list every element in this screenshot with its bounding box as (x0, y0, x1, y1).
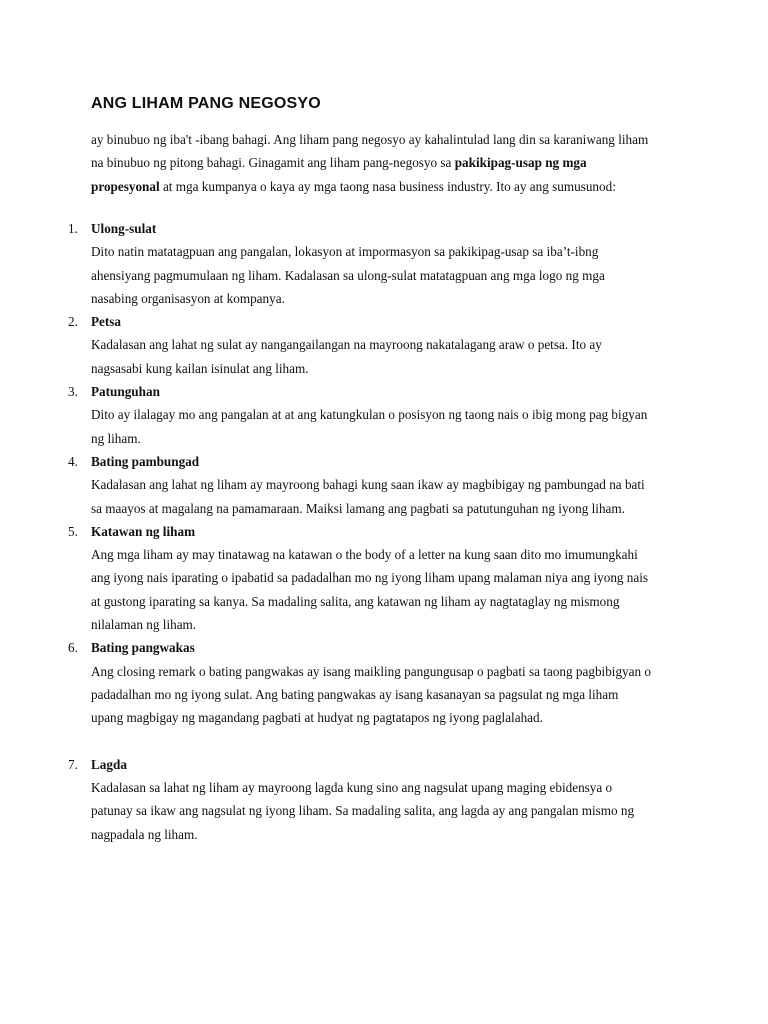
item-heading: Katawan ng liham (91, 523, 196, 539)
intro-emphasis-2: propesyonal (91, 178, 160, 194)
list-item-patunguhan (0, 380, 768, 450)
intro-text-3: at mga kumpanya o kaya ay mga taong nasa business industry. Ito ay ang sumusunod: (159, 178, 616, 194)
intro-line-3 (91, 175, 691, 198)
item-text-line: sa maayos at magalang na pamamaraan. Maiksi lamang ang pagbati sa patutunguhan ng iyong liham. (91, 500, 625, 516)
item-number: 6. (68, 640, 78, 656)
item-number: 3. (68, 384, 78, 400)
item-number: 2. (68, 314, 78, 330)
item-number: 5. (68, 523, 78, 539)
item-heading: Petsa (91, 314, 122, 330)
intro-paragraph (91, 128, 691, 198)
list-item-lagda (0, 753, 768, 846)
parts-list (0, 217, 768, 846)
intro-text-2: na binubuo ng pitong bahagi. Ginagamit ang liham pang-negosyo sa (91, 155, 455, 171)
item-text-line: at gustong iparating sa kanya. Sa madaling salita, ang katawan ng liham ay nagtataglay ng mismong (91, 593, 620, 609)
item-text-line: upang magbigay ng magandang pagbati at hudyat ng pagtatapos ng iyong paglalahad. (91, 710, 543, 726)
item-text-line: Kadalasan ang lahat ng sulat ay nangangailangan na mayroong nakatalagang araw o petsa. Ito ay (91, 337, 602, 353)
item-number: 1. (68, 221, 78, 236)
item-heading: Ulong-sulat (91, 221, 157, 236)
item-text-line: padadalhan mo ng iyong sulat. Ang bating pangwakas ay isang kasanayan sa pagsulat ng mga liham (91, 686, 619, 702)
item-text-line: Ang closing remark o bating pangwakas ay isang maikling pangungusap o pagbati sa taong pagbibigyan o (91, 663, 651, 679)
item-heading: Bating pambungad (91, 453, 200, 469)
list-item-petsa (0, 310, 768, 380)
item-number: 7. (68, 756, 78, 772)
intro-text-1: ay binubuo ng iba't -ibang bahagi. Ang liham pang negosyo ay kahalintulad lang din sa karaniwang liham (91, 132, 649, 147)
item-text-line: Kadalasan ang lahat ng liham ay mayroong bahagi kung saan ikaw ay magbibigay ng pambungad na bati (91, 477, 645, 493)
document-title: ANG LIHAM PANG NEGOSYO (91, 95, 321, 112)
item-number: 4. (68, 453, 78, 469)
item-text-line: Dito natin matatagpuan ang pangalan, lokasyon at impormasyon sa pakikipag-usap sa iba’t-ibng (91, 244, 599, 260)
list-item-bating-pangwakas (0, 636, 768, 729)
list-item-katawan-ng-liham (0, 520, 768, 636)
item-text-line: ng liham. (91, 430, 141, 446)
item-text-line: Ang mga liham ay may tinatawag na katawan o the body of a letter na kung saan dito mo imumungkahi (91, 547, 638, 563)
intro-line-2 (91, 151, 691, 174)
item-text-line: Dito ay ilalagay mo ang pangalan at at ang katungkulan o posisyon ng taong nais o ibig mong pag bigyan (91, 407, 648, 423)
list-item-bating-pambungad (0, 450, 768, 520)
item-text-line: ang iyong nais iparating o ipabatid sa padadalhan mo ng iyong liham upang malaman niya ang iyong nais (91, 570, 649, 586)
item-text-line: patunay sa ikaw ang nagsulat ng iyong liham. Sa madaling salita, ang lagda ay ang pangalan mismo ng (91, 803, 635, 819)
item-text-line: nagsasabi kung kailan isinulat ang liham. (91, 360, 309, 376)
item-text-line: nasabing organisasyon at kompanya. (91, 290, 285, 306)
item-text-line: nilalaman ng liham. (91, 617, 197, 633)
item-heading: Lagda (91, 756, 127, 772)
item-text-line: Kadalasan sa lahat ng liham ay mayroong lagda kung sino ang nagsulat upang maging ebidensya o (91, 780, 613, 796)
list-item-ulong-sulat (0, 217, 768, 310)
item-heading: Bating pangwakas (91, 640, 195, 656)
item-text-line: ahensiyang pagmumulaan ng liham. Kadalasan sa ulong-sulat matatagpuan ang mga logo ng mga (91, 267, 605, 283)
item-text-line: nagpadala ng liham. (91, 826, 198, 842)
intro-line-1 (91, 128, 691, 151)
intro-emphasis-1: pakikipag-usap ng mga (454, 155, 587, 171)
item-heading: Patunguhan (91, 384, 160, 400)
